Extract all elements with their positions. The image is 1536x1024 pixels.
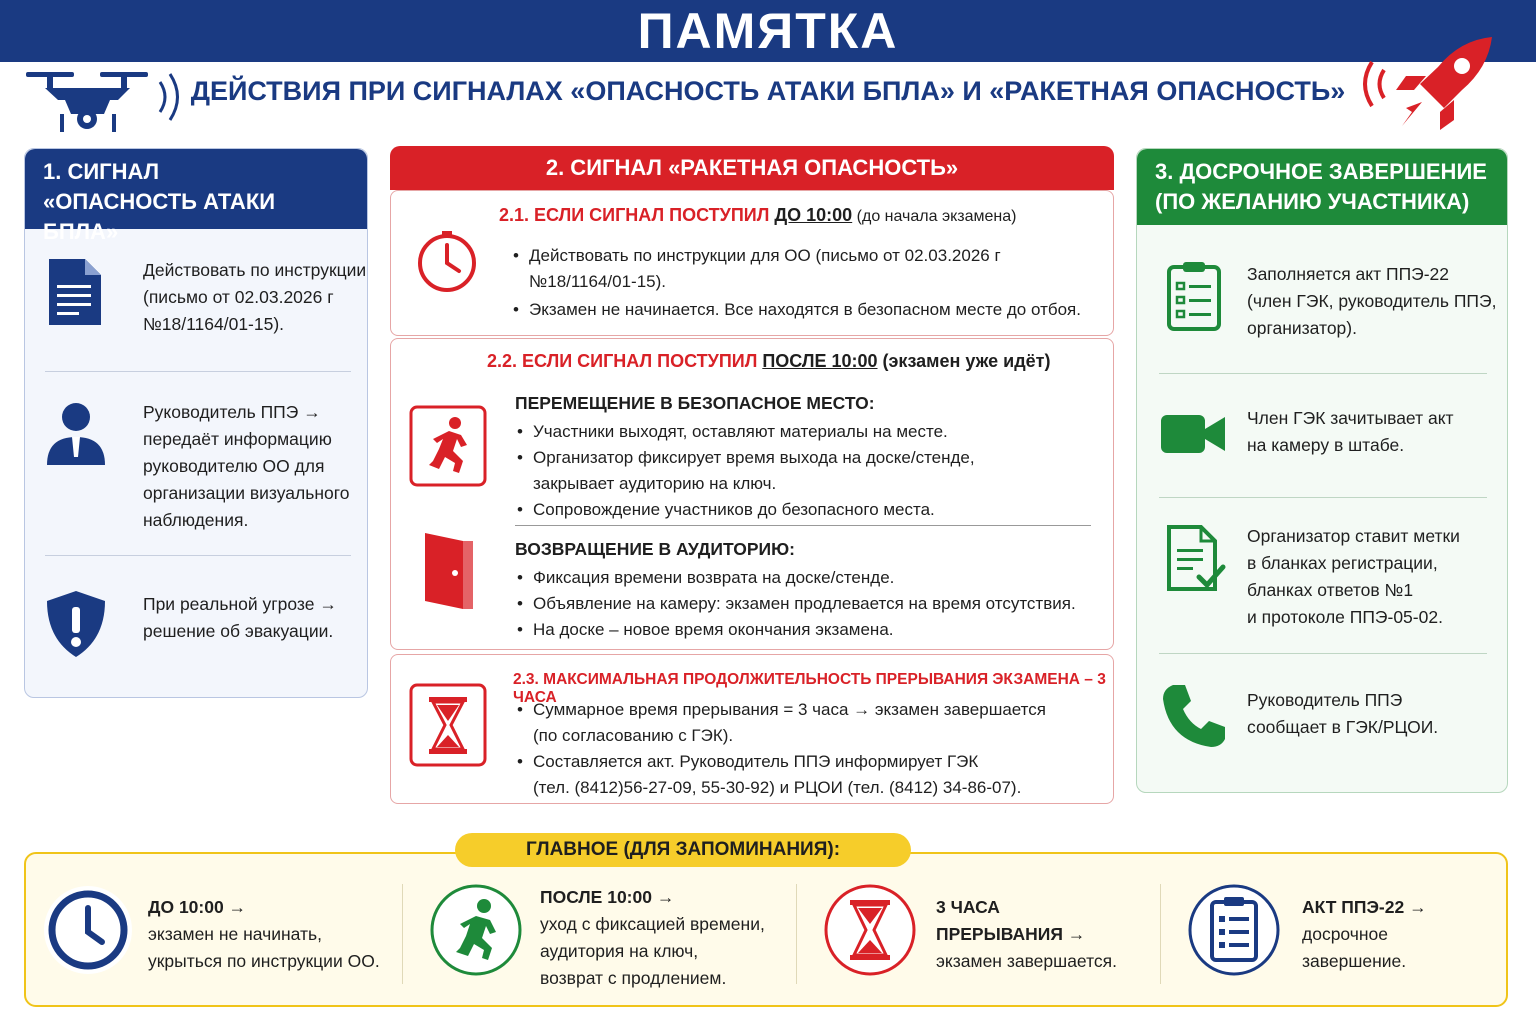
text-line: • Суммарное время прерывания = 3 часа → экзамен завершается: [533, 700, 1046, 719]
section-drone-signal: [24, 148, 368, 698]
text-line: (тел. (8412)56-27-09, 55-30-92) и РЦОИ (тел. (8412) 34-86-07).: [533, 778, 1022, 797]
text-line: (письмо от 02.03.2026 г: [143, 287, 334, 307]
summary-item-3h: [936, 894, 1117, 975]
instruction-text: [143, 257, 373, 338]
text-line: • Составляется акт. Руководитель ППЭ информирует ГЭК: [533, 752, 979, 771]
divider: [1159, 373, 1487, 374]
summary-head: АКТ ППЭ-22 →: [1302, 897, 1427, 917]
text-line: • Сопровождение участников до безопасного места.: [533, 500, 935, 519]
text-line: Организатор ставит метки: [1247, 526, 1460, 546]
section-header: [25, 149, 367, 244]
text-line: завершение.: [1302, 951, 1407, 971]
text-line: При реальной угрозе →: [143, 594, 337, 614]
section-missile-header: 2. СИГНАЛ «РАКЕТНАЯ ОПАСНОСТЬ»: [390, 146, 1114, 190]
hourglass-icon: [824, 884, 916, 976]
manager-text: [143, 399, 373, 534]
title-suffix: (до начала экзамена): [852, 208, 1017, 225]
summary-item-before: [148, 894, 380, 975]
section-2-1-bullets: [511, 243, 1101, 323]
bullet-item: [511, 297, 1101, 323]
title-prefix: 2.2. ЕСЛИ СИГНАЛ ПОСТУПИЛ: [487, 351, 763, 371]
door-icon: [423, 529, 475, 613]
title-time: ДО 10:00: [774, 205, 853, 225]
section-2-3: [390, 654, 1114, 804]
divider: [45, 371, 351, 372]
text-line: в бланках регистрации,: [1247, 553, 1438, 573]
text-line: Заполняется акт ППЭ-22: [1247, 264, 1450, 284]
text-line: организации визуального: [143, 483, 350, 503]
section-title-line2: (ПО ЖЕЛАНИЮ УЧАСТНИКА): [1155, 189, 1470, 214]
text-line: уход с фиксацией времени,: [540, 914, 765, 934]
drone-icon: [20, 62, 190, 137]
clipboard-icon: [1159, 261, 1229, 331]
text-line: №18/1164/01-15).: [143, 314, 285, 334]
move-bullets: [515, 419, 1095, 523]
section-2-2: [390, 338, 1114, 650]
page-subtitle: ДЕЙСТВИЯ ПРИ СИГНАЛАХ «ОПАСНОСТЬ АТАКИ БПЛА» И «РАКЕТНАЯ ОПАСНОСТЬ»: [190, 76, 1346, 106]
text-line: • Организатор фиксирует время выхода на доске/стенде,: [533, 448, 975, 467]
title-bar: [0, 0, 1536, 62]
text-line: закрывает аудиторию на ключ.: [533, 474, 777, 493]
section-title-line1: 3. ДОСРОЧНОЕ ЗАВЕРШЕНИЕ: [1155, 159, 1487, 184]
phone-icon: [1159, 681, 1229, 751]
text-line: на камеру в штабе.: [1247, 435, 1405, 455]
text-line: сообщает в ГЭК/РЦОИ.: [1247, 717, 1439, 737]
title-prefix: 2.1. ЕСЛИ СИГНАЛ ПОСТУПИЛ: [499, 205, 775, 225]
bullet-item: [511, 243, 1101, 295]
divider: [1159, 497, 1487, 498]
section-2-1-title: [499, 205, 1017, 226]
shield-icon: [43, 589, 109, 659]
divider: [1159, 653, 1487, 654]
person-icon: [43, 399, 109, 469]
bullet-item: [515, 419, 1095, 445]
summary-label: ГЛАВНОЕ (ДЛЯ ЗАПОМИНАНИЯ):: [455, 833, 911, 867]
section-title-line2: «ОПАСНОСТЬ АТАКИ БПЛА»: [43, 189, 276, 244]
bullet-item: [515, 749, 1095, 801]
act-text: [1247, 261, 1497, 342]
bullet-item: [515, 497, 1095, 523]
text-line: • На доске – новое время окончания экзамена.: [533, 620, 894, 639]
divider: [45, 555, 351, 556]
page-title: ПАМЯТКА: [637, 3, 899, 59]
rocket-icon: [1350, 32, 1500, 137]
text-line: экзамен не начинать,: [148, 924, 323, 944]
bullet-item: [515, 445, 1095, 497]
text-line: аудитория на ключ,: [540, 941, 699, 961]
bullet-item: [515, 697, 1095, 749]
text-line: Член ГЭК зачитывает акт: [1247, 408, 1454, 428]
section-2-2-title: [487, 351, 1050, 372]
text-line: (по согласованию с ГЭК).: [533, 726, 734, 745]
divider: [515, 525, 1091, 526]
text-line: руководителю ОО для: [143, 456, 325, 476]
running-person-icon: [409, 405, 487, 487]
summary-head: ПОСЛЕ 10:00 →: [540, 887, 675, 907]
text-line: • Объявление на камеру: экзамен продлевается на время отсутствия.: [533, 594, 1076, 613]
camera-text: [1247, 405, 1497, 459]
evacuation-text: [143, 591, 373, 645]
summary-item-act: [1302, 894, 1427, 975]
text-line: бланках ответов №1: [1247, 580, 1414, 600]
text-line: • Действовать по инструкции для ОО (письмо от 02.03.2026 г: [529, 246, 1001, 265]
divider: [1160, 884, 1161, 984]
text-line: досрочное: [1302, 924, 1389, 944]
clock-icon: [42, 884, 134, 976]
section-early-finish: [1136, 148, 1508, 793]
text-line: Действовать по инструкции: [143, 260, 367, 280]
bullet-item: [515, 565, 1095, 591]
summary-head: 3 ЧАСА: [936, 897, 1000, 917]
running-person-icon: [430, 884, 522, 976]
text-line: экзамен завершается.: [936, 951, 1117, 971]
text-line: передаёт информацию: [143, 429, 332, 449]
section-header: [1137, 149, 1507, 225]
text-line: • Экзамен не начинается. Все находятся в безопасном месте до отбоя.: [529, 300, 1081, 319]
bullet-item: [515, 617, 1095, 643]
return-bullets: [515, 565, 1095, 643]
move-title: ПЕРЕМЕЩЕНИЕ В БЕЗОПАСНОЕ МЕСТО:: [515, 393, 875, 413]
report-text: [1247, 687, 1497, 741]
text-line: №18/1164/01-15).: [529, 272, 667, 291]
title-time: ПОСЛЕ 10:00: [762, 351, 878, 371]
text-line: (член ГЭК, руководитель ППЭ,: [1247, 291, 1497, 311]
text-line: • Участники выходят, оставляют материалы на месте.: [533, 422, 948, 441]
marks-text: [1247, 523, 1497, 631]
divider: [402, 884, 403, 984]
clock-icon: [415, 229, 479, 293]
bullet-item: [515, 591, 1095, 617]
text-line: Руководитель ППЭ: [1247, 690, 1403, 710]
text-line: возврат с продлением.: [540, 968, 727, 988]
return-title: ВОЗВРАЩЕНИЕ В АУДИТОРИЮ:: [515, 539, 795, 559]
checklist-icon: [1188, 884, 1280, 976]
summary-head: ДО 10:00 →: [148, 897, 247, 917]
text-line: наблюдения.: [143, 510, 249, 530]
text-line: и протоколе ППЭ-05-02.: [1247, 607, 1443, 627]
text-line: решение об эвакуации.: [143, 621, 334, 641]
video-camera-icon: [1159, 399, 1229, 469]
text-line: Руководитель ППЭ →: [143, 402, 321, 422]
form-check-icon: [1159, 523, 1229, 593]
summary-item-after: [540, 884, 765, 992]
text-line: организатор).: [1247, 318, 1357, 338]
section-2-3-bullets: [515, 697, 1095, 801]
hourglass-icon: [409, 683, 487, 767]
section-2-3-title: 2.3. МАКСИМАЛЬНАЯ ПРОДОЛЖИТЕЛЬНОСТЬ ПРЕРЫВАНИЯ ЭКЗАМЕНА – 3 ЧАСА: [513, 671, 1106, 706]
text-line: укрыться по инструкции ОО.: [148, 951, 380, 971]
summary-head: ПРЕРЫВАНИЯ →: [936, 924, 1086, 944]
divider: [796, 884, 797, 984]
section-title-line1: 1. СИГНАЛ: [43, 159, 160, 184]
title-suffix: (экзамен уже идёт): [877, 351, 1051, 371]
section-2-1: [390, 190, 1114, 336]
document-icon: [43, 257, 109, 327]
text-line: • Фиксация времени возврата на доске/стенде.: [533, 568, 895, 587]
